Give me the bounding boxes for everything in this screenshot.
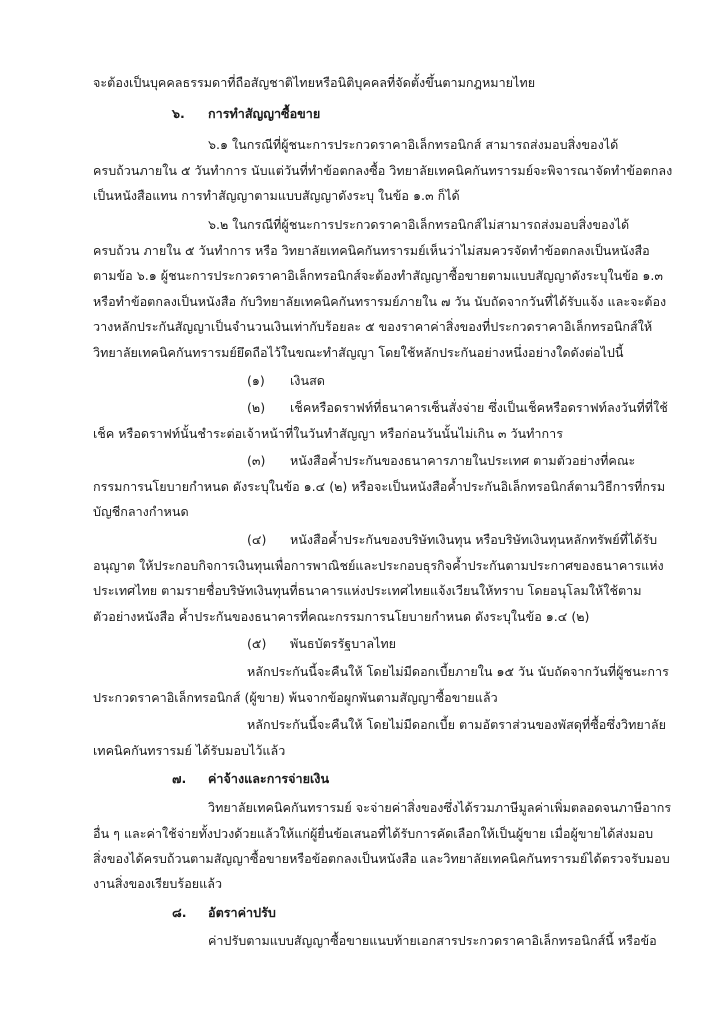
section-8-number: ๘. [172,905,187,920]
section-8-line-1: ค่าปรับตามแบบสัญญาซื้อขายแนบท้ายเอกสารประกวดราคาอิเล็กทรอนิกส์นี้ หรือข้อ [208,933,657,948]
para-6-2-line-6: วิทยาลัยเทคนิคกันทรารมย์ยึดถือไว้ในขณะทำสัญญา โดยใช้หลักประกันอย่างหนึ่งอย่างใดดังต่อไปนี้ [93,345,624,360]
return-2-line-2: เทคนิคกันทรารมย์ ได้รับมอบไว้แล้ว [93,743,286,758]
para-6-2-line-5: วางหลักประกันสัญญาเป็นจำนวนเงินเท่ากับร้อยละ ๕ ของราคาค่าสิ่งของที่ประกวดราคาอิเล็กทรอนิกส์ให้ [93,319,653,334]
item-3-line-3: บัญชีกลางกำหนด [93,504,189,519]
para-6-1-line-3: เป็นหนังสือแทน การทำสัญญาตามแบบสัญญาดังระบุ ในข้อ ๑.๓ ก็ได้ [93,188,460,203]
item-4-line-3: ประเทศไทย ตามรายชื่อบริษัทเงินทุนที่ธนาคารแห่งประเทศไทยแจ้งเวียนให้ทราบ โดยอนุโลมให้ใช้ตาม [93,583,642,598]
item-3-line-1: หนังสือค้ำประกันของธนาคารภายในประเทศ ตามตัวอย่างที่คณะ [290,453,636,468]
item-2-number: (๒) [247,400,266,415]
item-4-line-2: อนุญาต ให้ประกอบกิจการเงินทุนเพื่อการพาณิชย์และประกอบธุรกิจค้ำประกันตามประกาศของธนาคารแห่ง [93,558,664,573]
section-7-line-3: สิ่งของได้ครบถ้วนตามสัญญาซื้อขายหรือข้อตกลงเป็นหนังสือ และวิทยาลัยเทคนิคกันทรารมย์ได้ตรวจรับมอบ [93,851,670,866]
item-3-line-2: กรรมการนโยบายกำหนด ดังระบุในข้อ ๑.๔ (๒) หรือจะเป็นหนังสือค้ำประกันอิเล็กทรอนิกส์ตามวิธีการที่กรม [93,479,666,494]
para-6-2-line-3: ตามข้อ ๖.๑ ผู้ชนะการประกวดราคาอิเล็กทรอนิกส์จะต้องทำสัญญาซื้อขายตามแบบสัญญาดังระบุในข้อ ๑.๓ [93,268,664,283]
section-7-number: ๗. [172,771,187,786]
item-1-line-1: เงินสด [290,373,325,388]
item-1-number: (๑) [247,373,265,388]
section-7-line-4: งานสิ่งของเรียบร้อยแล้ว [93,876,223,891]
para-6-2-line-4: หรือทำข้อตกลงเป็นหนังสือ กับวิทยาลัยเทคนิคกันทรารมย์ภายใน ๗ วัน นับถัดจากวันที่ได้รับแจ้ง และจะต้อง [93,294,667,309]
section-7-line-1: วิทยาลัยเทคนิคกันทรารมย์ จะจ่ายค่าสิ่งของซึ่งได้รวมภาษีมูลค่าเพิ่มตลอดจนภาษีอากร [208,800,672,815]
item-2-line-1: เช็คหรือดราฟท์ที่ธนาคารเซ็นสั่งจ่าย ซึ่งเป็นเช็คหรือดราฟท์ลงวันที่ที่ใช้ [290,400,668,415]
para-6-2-line-2: ครบถ้วน ภายใน ๕ วันทำการ หรือ วิทยาลัยเทคนิคกันทรารมย์เห็นว่าไม่สมควรจัดทำข้อตกลงเป็นหนังสือ [93,243,650,258]
return-1-line-2: ประกวดราคาอิเล็กทรอนิกส์ (ผู้ขาย) พ้นจากข้อผูกพันตามสัญญาซื้อขายแล้ว [93,690,498,705]
section-8-title: อัตราค่าปรับ [208,905,276,920]
item-2-line-2: เช็ค หรือดราฟท์นั้นชำระต่อเจ้าหน้าที่ในวันทำสัญญา หรือก่อนวันนั้นไม่เกิน ๓ วันทำการ [93,426,563,441]
item-4-line-4: ตัวอย่างหนังสือ ค้ำประกันของธนาคารที่คณะกรรมการนโยบายกำหนด ดังระบุในข้อ ๑.๔ (๒) [93,609,590,624]
para-6-2-line-1: ๖.๒ ในกรณีที่ผู้ชนะการประกวดราคาอิเล็กทรอนิกส์ไม่สามารถส่งมอบสิ่งของได้ [208,217,630,232]
item-4-number: (๔) [247,532,267,547]
intro-line: จะต้องเป็นบุคคลธรรมดาที่ถือสัญชาติไทยหรือนิติบุคคลที่จัดตั้งขึ้นตามกฎหมายไทย [93,75,536,90]
return-1-line-1: หลักประกันนี้จะคืนให้ โดยไม่มีดอกเบี้ยภายใน ๑๕ วัน นับถัดจากวันที่ผู้ชนะการ [247,664,669,679]
para-6-1-line-1: ๖.๑ ในกรณีที่ผู้ชนะการประกวดราคาอิเล็กทรอนิกส์ สามารถส่งมอบสิ่งของได้ [208,137,619,152]
section-7-line-2: อื่น ๆ และค่าใช้จ่ายทั้งปวงด้วยแล้วให้แก่ผู้ยื่นข้อเสนอที่ได้รับการคัดเลือกให้เป็นผู้ขาย เมื่อผู้ขายได้ส่งมอบ [93,826,654,841]
return-2-line-1: หลักประกันนี้จะคืนให้ โดยไม่มีดอกเบี้ย ตามอัตราส่วนของพัสดุที่ซื้อซึ่งวิทยาลัย [247,717,666,732]
item-3-number: (๓) [247,453,266,468]
section-7-title: ค่าจ้างและการจ่ายเงิน [208,771,330,786]
para-6-1-line-2: ครบถ้วนภายใน ๕ วันทำการ นับแต่วันที่ทำข้อตกลงซื้อ วิทยาลัยเทคนิคกันทรารมย์จะพิจารณาจัดทำข้อตกลง [93,163,673,178]
section-6-number: ๖. [172,106,185,121]
item-5-line-1: พันธบัตรรัฐบาลไทย [290,636,397,651]
item-4-line-1: หนังสือค้ำประกันของบริษัทเงินทุน หรือบริษัทเงินทุนหลักทรัพย์ที่ได้รับ [290,532,658,547]
item-5-number: (๕) [247,636,267,651]
section-6-title: การทำสัญญาซื้อขาย [208,106,321,121]
